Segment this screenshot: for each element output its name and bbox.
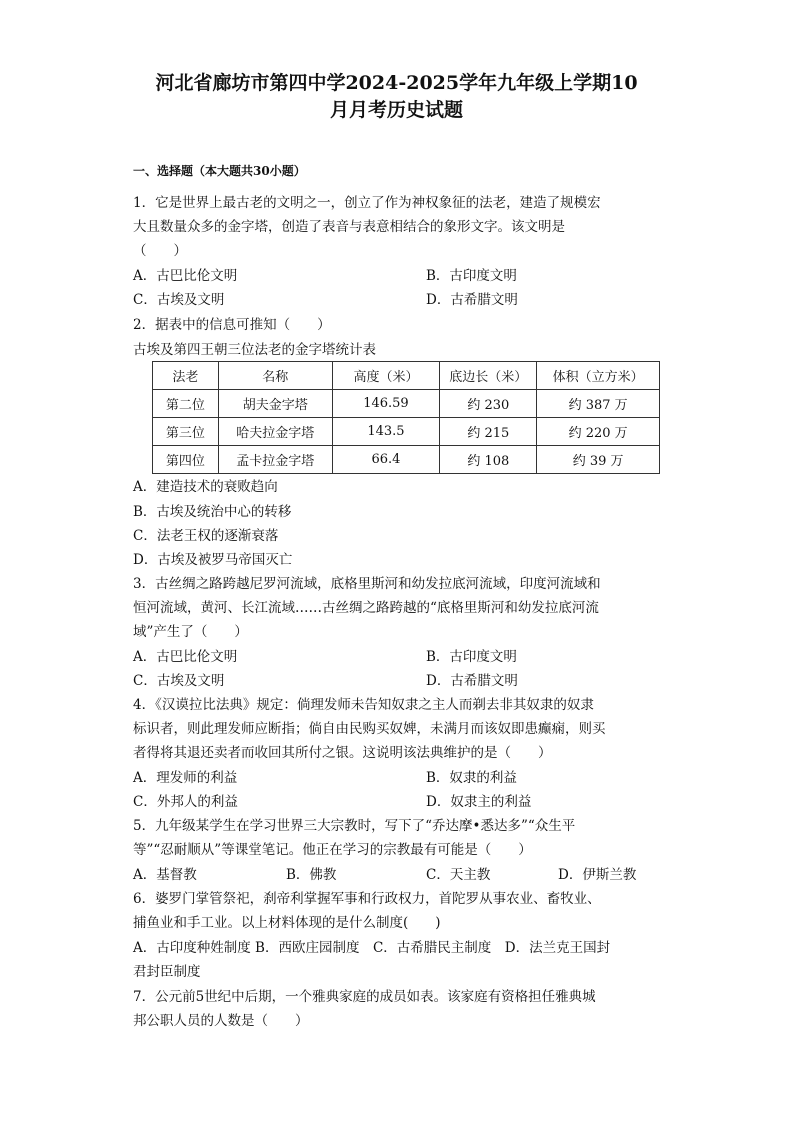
table-cell: 66.4 [332,446,440,474]
q5-line-1: 5．九年级某学生在学习世界三大宗教时，写下了“乔达摩•悉达多”“众生平 [133,818,576,834]
table-cell: 约 108 [440,446,537,474]
table-cell: 143.5 [332,418,440,446]
q1-line-2: 大且数量众多的金字塔，创造了表音与表意相结合的象形文字。该文明是 [133,219,565,235]
q1-line-3: （ ） [133,243,187,259]
title-line-1: 河北省廊坊市第四中学2024-2025学年九年级上学期10 [155,72,638,94]
q3-option-c[interactable]: C．古埃及文明 [133,673,225,689]
table-cell: 146.59 [332,390,440,418]
table-cell: 约 230 [440,390,537,418]
q3-line-2: 恒河流域，黄河、长江流域……古丝绸之路跨越的“底格里斯河和幼发拉底河流 [133,600,599,616]
table-header: 高度（米） [332,362,440,390]
q7-line-2: 邦公职人员的人数是（ ） [133,1013,309,1029]
q4-line-1: 4．《汉谟拉比法典》规定：倘理发师未告知奴隶之主人而剃去非其奴隶的奴隶 [133,697,594,713]
q1-line-1: 1．它是世界上最古老的文明之一，创立了作为神权象征的法老，建造了规模宏 [133,195,601,211]
q4-option-a[interactable]: A．理发师的利益 [133,770,238,786]
q1-option-d[interactable]: D．古希腊文明 [426,292,518,308]
q5-option-d[interactable]: D．伊斯兰教 [558,867,637,883]
q6-line-2: 捕鱼业和手工业。以上材料体现的是什么制度( ) [133,915,441,931]
q2-option-c[interactable]: C．法老王权的逐渐衰落 [133,528,279,544]
table-header: 名称 [218,362,332,390]
table-cell: 孟卡拉金字塔 [218,446,332,474]
q5-option-c[interactable]: C．天主教 [426,867,491,883]
table-header-row [153,362,660,390]
q3-line-3: 域”产生了（ ） [133,624,248,640]
q4-line-2: 标识者，则此理发师应断指；倘自由民购买奴婢，未满月而该奴即患癫痫，则买 [133,721,606,737]
page-title [100,70,693,124]
table-header: 体积（立方米） [537,362,660,390]
table-header: 法老 [153,362,219,390]
title-line-2: 月月考历史试题 [329,99,463,121]
q5-option-a[interactable]: A．基督教 [133,867,197,883]
q4-option-c[interactable]: C．外邦人的利益 [133,794,238,810]
q3-option-a[interactable]: A．古巴比伦文明 [133,649,238,665]
q3-line-1: 3．古丝绸之路跨越尼罗河流域，底格里斯河和幼发拉底河流域，印度河流域和 [133,576,601,592]
table-cell: 哈夫拉金字塔 [218,418,332,446]
pyramid-table [152,361,660,474]
table-cell: 约 220 万 [537,418,660,446]
table-cell: 约 39 万 [537,446,660,474]
q2-option-a[interactable]: A．建造技术的衰败趋向 [133,479,278,495]
q1-option-b[interactable]: B．古印度文明 [426,268,517,284]
q2-option-b[interactable]: B．古埃及统治中心的转移 [133,504,292,520]
q6-options-line[interactable]: A．古印度种姓制度 B．西欧庄园制度 C．古希腊民主制度 D．法兰克王国封 [133,940,611,956]
table-row [153,446,660,474]
q4-option-b[interactable]: B．奴隶的利益 [426,770,517,786]
table-header: 底边长（米） [440,362,537,390]
q1-option-c[interactable]: C．古埃及文明 [133,292,225,308]
table-cell: 第四位 [153,446,219,474]
q6-line-1: 6．婆罗门掌管祭祀，刹帝利掌握军事和行政权力，首陀罗从事农业、畜牧业、 [133,891,601,907]
q2-option-d[interactable]: D．古埃及被罗马帝国灭亡 [133,552,293,568]
q2-line-1: 2．据表中的信息可推知（ ） [133,317,331,333]
q6-options-line-2[interactable]: 君封臣制度 [133,964,201,980]
table-cell: 胡夫金字塔 [218,390,332,418]
q4-line-3: 者得将其退还卖者而收回其所付之银。这说明该法典维护的是（ ） [133,745,552,761]
table-row [153,390,660,418]
table-cell: 第二位 [153,390,219,418]
table-cell: 约 387 万 [537,390,660,418]
table-cell: 约 215 [440,418,537,446]
q4-option-d[interactable]: D．奴隶主的利益 [426,794,532,810]
q1-option-a[interactable]: A．古巴比伦文明 [133,268,238,284]
table-cell: 第三位 [153,418,219,446]
q7-line-1: 7．公元前5世纪中后期，一个雅典家庭的成员如表。该家庭有资格担任雅典城 [133,989,596,1005]
q2-table-caption: 古埃及第四王朝三位法老的金字塔统计表 [133,342,376,358]
q3-option-b[interactable]: B．古印度文明 [426,649,517,665]
q5-line-2: 等”“忍耐顺从”等课堂笔记。他正在学习的宗教最有可能是（ ） [133,842,532,858]
section-heading: 一、选择题（本大题共30小题） [133,164,306,178]
table-row [153,418,660,446]
q3-option-d[interactable]: D．古希腊文明 [426,673,518,689]
q5-option-b[interactable]: B．佛教 [286,867,337,883]
